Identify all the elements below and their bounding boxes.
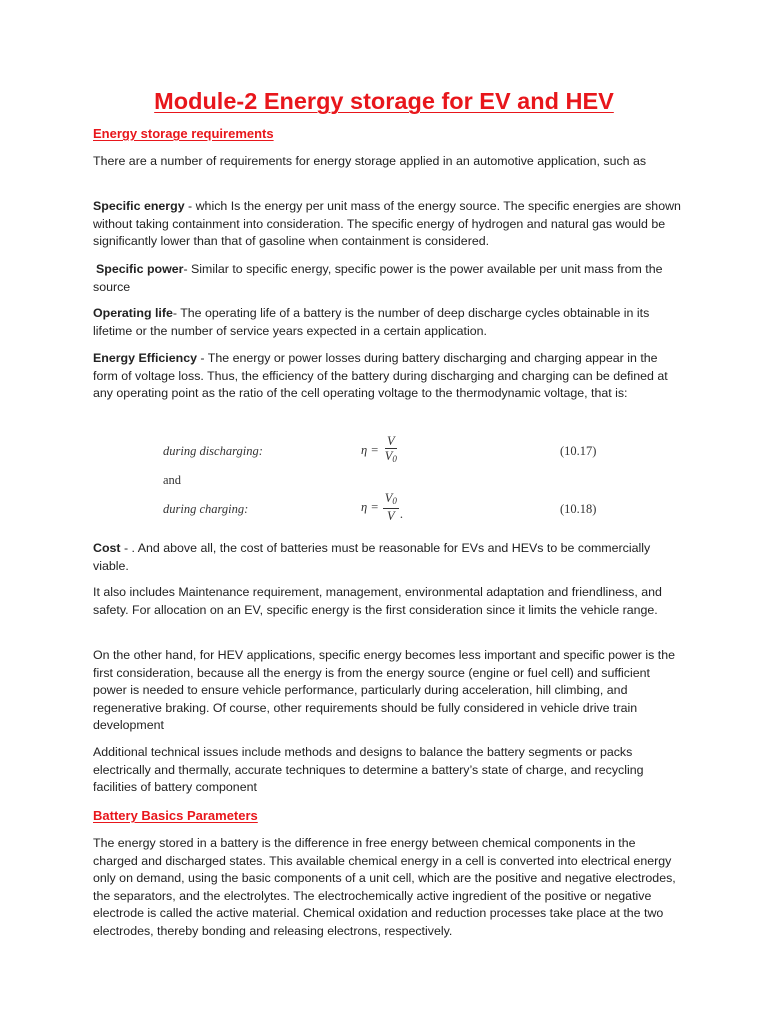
specific-power-term: Specific power bbox=[96, 262, 184, 276]
specific-power-paragraph bbox=[93, 261, 683, 296]
energy-efficiency-paragraph bbox=[93, 350, 683, 403]
charging-formula bbox=[361, 491, 403, 523]
operating-life-term: Operating life bbox=[93, 306, 173, 320]
hev-paragraph: On the other hand, for HEV applications, specific energy becomes less important and specific power is the first consideration, because all the energy is from the energy source (engine or fuel cell) and sufficient power is needed to ensure vehicle performance, particularly during acceleration, hill climbing, and regenerative braking. Of course, other requirements should be fully considered in vehicle drive train development bbox=[93, 648, 675, 733]
energy-efficiency-term: Energy Efficiency bbox=[93, 351, 197, 365]
cost-paragraph bbox=[93, 540, 683, 575]
charging-label: during charging: bbox=[163, 502, 249, 516]
numerator-v0: $V_0$ bbox=[383, 491, 399, 509]
and-label: and bbox=[163, 473, 182, 487]
cost-term: Cost bbox=[93, 541, 121, 555]
intro-paragraph: There are a number of requirements for energy storage applied in an automotive application, such as bbox=[93, 154, 647, 168]
fraction-v-over-v0 bbox=[383, 434, 399, 466]
discharging-formula bbox=[361, 434, 399, 466]
specific-energy-text: - which Is the energy per unit mass of the energy source. The specific energies are shown without taking containment into consideration. The specific energy of hydrogen and natural gas would be significantly lower than that of gasoline when containment is considered. bbox=[93, 199, 681, 249]
equation-period: . bbox=[399, 506, 404, 521]
specific-energy-term: Specific energy bbox=[93, 199, 185, 213]
fraction-v0-over-v bbox=[383, 491, 399, 523]
operating-life-text: - The operating life of a battery is the number of deep discharge cycles obtainable in its lifetime or the number of service years expected in a certain application. bbox=[93, 306, 650, 338]
efficiency-equations bbox=[163, 434, 623, 526]
page-title-text: Module-2 Energy storage for EV and HEV bbox=[154, 88, 614, 114]
energy-efficiency-text: - The energy or power losses during battery discharging and charging appear in the form of voltage loss. Thus, the efficiency of the battery during discharging and charging can be defined at any operating point as the ratio of the cell operating voltage to the thermodynamic voltage, that is: bbox=[93, 351, 668, 401]
equation-number-10-17: (10.17) bbox=[560, 444, 597, 458]
specific-energy-paragraph bbox=[93, 198, 683, 251]
battery-basics-paragraph: The energy stored in a battery is the difference in free energy between chemical components in the charged and discharged states. This available chemical energy in a cell is converted into electrical energy only on demand, using the basic components of a unit cell, which are the positive and negative electrodes, the separators, and the electrolytes. The electrochemically active ingredient of the positive or negative electrode is called the active material. Chemical oxidation and reduction processes take place at the two electrodes, thereby bonding and releasing electrons, respectively. bbox=[93, 836, 676, 938]
denominator-v0: $V_0$ bbox=[384, 449, 397, 464]
maintenance-paragraph: It also includes Maintenance requirement, management, environmental adaptation and friendliness, and safety. For allocation on an EV, specific energy is the first consideration since it limits the vehicle range. bbox=[93, 585, 662, 617]
section-heading-battery-basics: Battery Basics Parameters bbox=[93, 808, 258, 823]
eta-symbol: η = bbox=[361, 442, 379, 457]
section-heading-energy-storage-requirements: Energy storage requirements bbox=[93, 126, 274, 141]
specific-power-text: - Similar to specific energy, specific power is the power available per unit mass from the source bbox=[93, 262, 663, 294]
cost-text: - . And above all, the cost of batteries must be reasonable for EVs and HEVs to be commercially viable. bbox=[93, 541, 651, 573]
discharging-label: during discharging: bbox=[163, 444, 263, 458]
additional-issues-paragraph: Additional technical issues include methods and designs to balance the battery segments or packs electrically and thermally, accurate techniques to determine a battery’s state of charge, and recycling facilities of battery component bbox=[93, 745, 644, 795]
denominator-v: V bbox=[387, 509, 395, 523]
eta-symbol: η = bbox=[361, 499, 379, 514]
operating-life-paragraph bbox=[93, 305, 683, 340]
page-title bbox=[0, 86, 768, 116]
equation-number-10-18: (10.18) bbox=[560, 502, 597, 516]
numerator-v: V bbox=[387, 434, 395, 448]
